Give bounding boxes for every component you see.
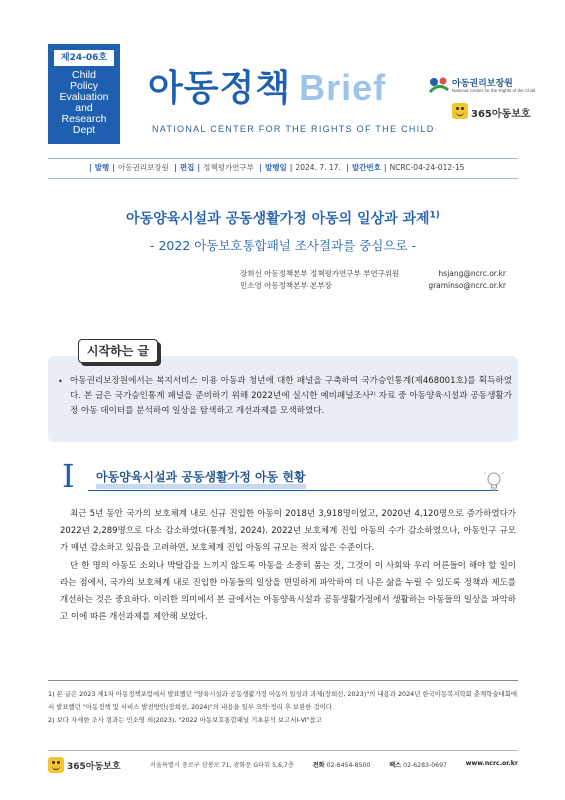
- smile-icon: [48, 757, 64, 773]
- section-body: [60, 506, 516, 626]
- paragraph: 최근 5년 동안 국가의 보호체계 내로 신규 진입한 아동이 2018년 3,918명이었고, 2020년 4,120명으로 증가하였다가 2022년 2,289명으로 다소 감소하였다(통계청, 2024). 2022년 보호체계 진입 아동의 수가 감소하였으나, 아동인구 규모가 매년 감소하고 있음을 고려하면, 보호체계 진입 아동의 규모는 적지 않은 수준이다.: [60, 509, 516, 554]
- author-row: 장희선 아동정책본부 정책평가연구부 부연구위원 hsjang@ncrc.or.kr: [240, 269, 506, 278]
- footer-phone: 전화 02-6454-8500: [312, 762, 371, 769]
- intro-text: • 아동권리보장원에서는 복지서비스 이용 아동과 청년에 대한 패널을 구축하여 국가승인통계(제468001호)를 획득하였다. 본 글은 국가승인통계 패널을 준비하기 위해 2022년에 실시한 예비패널조사²⁾ 자료 중 아동양육시설과 공동생활가정 아동 데이터를 분석하여 일상을 탐색하고 개선과제를 모색하였다.: [58, 376, 512, 416]
- brief-title: 아동정책 Brief: [148, 67, 387, 109]
- section-numeral: I: [62, 457, 75, 495]
- footnotes: [48, 688, 520, 727]
- org-logo: [428, 74, 548, 98]
- footer-address: 서울특별시 중로구 삼봉로 71, 광화문 G타워 5,6,7층: [150, 762, 294, 769]
- footnote: 1) 본 글은 2023 제1차 아동정책포럼에서 발표했던 "양육시설과 공동생활가정 아동의 일상과 과제(장희선, 2023)"의 내용과 2024년 한국아동복지학회 춘계학술대회에서 발표했던 "아동정책 및 서비스 발전방안(장희선, 2024)"의 내용을 일부 요약·정리 후 보완한 것이다.: [48, 690, 518, 711]
- brief-subtitle: NATIONAL CENTER FOR THE RIGHTS OF THE CHILD: [152, 124, 435, 134]
- issue-badge: [48, 44, 120, 144]
- issue-number: 제24-06호: [54, 50, 114, 66]
- department-name: Child Policy Evaluation and Research Dept: [59, 69, 109, 136]
- footer-website[interactable]: www.ncrc.or.kr: [465, 760, 518, 767]
- intro-label: 시작하는 글: [78, 339, 158, 363]
- bullet: •: [58, 377, 63, 386]
- footer-rule: [48, 750, 518, 751]
- section-title: 아동양육시설과 공동생활가정 아동 현황: [96, 470, 306, 489]
- publication-info: | 발행 | 아동권리보장원 | 편집 | 정책평가연구부 | 발행일 | 2024. 7. 17. | 발간번호 | NCRC-04-24-012-15: [89, 163, 465, 172]
- footer-fax: 팩스 02-6283-0697: [389, 762, 447, 769]
- divider: [48, 158, 518, 159]
- section-rule: [88, 490, 498, 491]
- footnote-ref[interactable]: 1): [429, 210, 440, 221]
- footnote-rule: [48, 680, 518, 681]
- author-email[interactable]: hsjang@ncrc.or.kr: [438, 269, 506, 278]
- author-email[interactable]: graminso@ncrc.or.kr: [428, 281, 506, 290]
- footer-info: [150, 760, 518, 769]
- author-list: [240, 268, 506, 292]
- org-logo-icon: [428, 76, 450, 94]
- footer-logo: 365아동보호: [48, 757, 138, 775]
- lightbulb-icon: [484, 470, 504, 492]
- org-logo-name: 아동권리보장원: [452, 79, 513, 89]
- logo-365: 365아동보호: [452, 103, 548, 123]
- smile-icon: [452, 103, 468, 119]
- divider: [48, 178, 518, 179]
- author-row: 민소영 아동정책본부 본부장 graminso@ncrc.or.kr: [240, 281, 506, 290]
- footnote: 2) 보다 자세한 조사 결과는 민소영 외(2023), "2022 아동보호통합패널 기초분석 보고서Ⅰ-Ⅵ"참고: [48, 716, 322, 724]
- article-subtitle: - 2022 아동보호통합패널 조사결과를 중심으로 -: [150, 238, 416, 253]
- paragraph: 단 한 명의 아동도 소외나 박탈감을 느끼지 않도록 아동을 소중히 품는 것, 그것이 이 사회와 우리 어른들이 해야 할 일이라는 점에서, 국가의 보호체계 내로 진입한 아동들의 일상을 면밀하게 파악하여 더 나은 삶을 누릴 수 있도록 정책과 제도를 개선하는 것은 중요하다. 이러한 의미에서 본 글에서는 아동양육시설과 공동생활가정에서 생활하는 아동들의 일상을 파악하고 이에 따른 개선과제를 제안해 보았다.: [60, 560, 516, 623]
- article-title: 아동양육시설과 공동생활가정 아동의 일상과 과제$^{1)}$: [126, 210, 440, 227]
- org-logo-eng: National Center for the Rights of the Child: [452, 88, 536, 93]
